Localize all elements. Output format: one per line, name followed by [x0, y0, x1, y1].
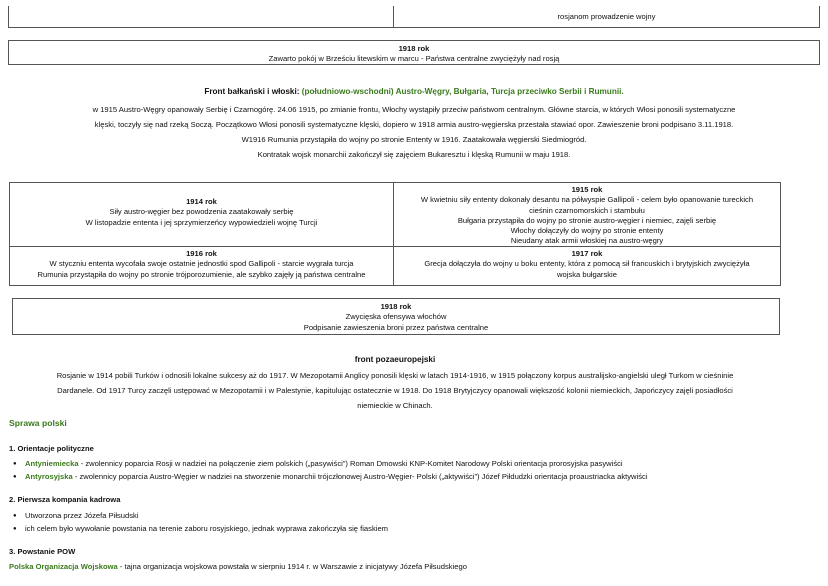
cell-1914-line: Siły austro-węgier bez powodzenia zaatakowały serbię [109, 207, 294, 217]
pozaeuropejski-line-2: Dardanele. Od 1917 Turcy zaczęli ustępować w Mezopotamii i w Palestynie, kapitulując ostatecznie w 1918. Do 1918 Brytyjczycy opanowali większość kolonii niemieckich, Japończycy zajęli posiadłości [57, 386, 733, 396]
cell-1914-year: 1914 rok [186, 197, 217, 206]
cell-1915-line: cieśnin czarnomorskich i stambułu [529, 205, 645, 215]
balkan-line-4: Kontratak wojsk monarchii zakończył się zajęciem Bukaresztu i klęską Rumunii w maju 1918. [257, 150, 571, 160]
years-grid [9, 182, 781, 286]
s1-item-1-term: Antyniemiecka [25, 458, 79, 468]
s2-list [9, 511, 819, 535]
s2-heading: 2. Pierwsza kompania kadrowa [9, 495, 121, 505]
s1-item-2-term: Antyrosyjska [25, 472, 73, 482]
balkan-title [0, 86, 828, 97]
list-item [25, 472, 819, 482]
cell-1914 [9, 182, 394, 247]
balkan-line-2: klęski, toczyły się nad rzeką Soczą. Początkowo Włosi ponosili systematyczne klęski, dopiero w 1918 armia austro-węgierska przestała stawiać opor. Zawieszenie broni podpisano 3.11.1918. [94, 120, 734, 130]
cell-1917 [393, 246, 781, 286]
s3-term: Polska Organizacja Wojskowa [9, 562, 118, 572]
pozaeuropejski-line-3: niemieckie w Chinach. [357, 401, 433, 411]
cell-1917-line: wojska bułgarskie [557, 269, 617, 279]
s1-item-1-text: - zwolennicy poparcia Rosji w nadziei na połączenie ziem polskich („pasywiści”) Roman Dmowski KNP-Komitet Narodowy Polski orientacja prorosyjska pasywiści [78, 458, 623, 468]
box-1918-italy [12, 298, 780, 335]
cell-1915-line: W kwietniu siły ententy dokonały desantu na półwyspie Gallipoli - celem było opanowanie tureckich [420, 195, 754, 205]
box-1918-brest-year: 1918 rok [398, 44, 430, 53]
balkan-section [0, 86, 828, 162]
list-item [25, 459, 819, 469]
top-table [8, 6, 820, 28]
list-item: ● Utworzona przez Józefa Piłsudski [25, 511, 819, 521]
balkan-title-highlight: (południowo-wschodni) Austro-Węgry, Bułgaria, Turcja przeciwko Serbii i Rumunii. [301, 87, 624, 96]
balkan-title-main: Front bałkański i włoski: [204, 87, 302, 96]
balkan-line-3: W1916 Rumunia przystąpiła do wojny po stronie Ententy w 1916. Zaatakowała węgierski Siedmiogród. [241, 135, 587, 145]
cell-1915-line: Bułgaria przystąpiła do wojny po stronie austro-węgier i niemiec, zajęli serbię [457, 215, 717, 225]
cell-1916-year: 1916 rok [186, 249, 217, 258]
s3-heading: 3. Powstanie POW [9, 547, 76, 557]
cell-1916-line: Rumunia przystąpiła do wojny po stronie trójporozumienie, ale szybko zajęły ją państwa centralne [37, 269, 366, 279]
top-table-left-cell [8, 6, 394, 28]
cell-1915-year: 1915 rok [571, 185, 603, 194]
cell-1917-line: Grecja dołączyła do wojny u boku ententy, która z pomocą sił francuskich i brytyjskich zwyciężyła [424, 259, 750, 269]
cell-1915-line: Włochy dołączyły do wojny po stronie ententy [510, 226, 664, 235]
top-table-right-text: rosjanom prowadzenie wojny [557, 12, 656, 21]
sprawa-section [9, 418, 819, 573]
s1-item-2-text: - zwolennicy poparcia Austro-Węgier w nadziei na stworzenie monarchii trójczłonowej Austro-Węgier- Polski („aktywiści”) Józef Piłdudzki orientacja proaustriacka aktywiści [72, 472, 648, 482]
cell-1916 [9, 246, 394, 286]
s3-text [9, 562, 819, 572]
cell-1917-year: 1917 rok [571, 249, 603, 258]
s3-desc: - tajna organizacja wojskowa powstała w sierpniu 1914 r. w Warszawie z inicjatywy Józefa Piłsudskiego [117, 562, 467, 572]
balkan-line-1: w 1915 Austro-Węgry opanowały Serbię i Czarnogórę. 24.06 1915, po zmianie frontu, Włochy wystąpiły przeciw państwom centralnym. Główne starcia, w których Włosi ponosili systematyczne [92, 105, 736, 115]
pozaeuropejski-title: front pozaeuropejski [354, 355, 436, 364]
top-table-right-cell [393, 6, 820, 28]
pozaeuropejski-section [0, 354, 790, 413]
cell-1914-line: W listopadzie ententa i jej sprzymierzeńcy wypowiedzieli wojnę Turcji [85, 217, 318, 227]
box-1918-italy-year: 1918 rok [380, 302, 412, 311]
pozaeuropejski-line-1: Rosjanie w 1914 pobili Turków i odnosili lokalne sukcesy aż do 1917. W Mezopotamii Anglicy ponosili klęski w latach 1914-1916, w 1915 połączony korpus australijsko-angielski uległ Turkom w cieśninie [56, 371, 734, 381]
box-1918-brest-text: Zawarto pokój w Brześciu litewskim w marcu - Państwa centralne zwyciężyły nad rosją [268, 54, 560, 64]
cell-1916-line: W styczniu ententa wycofała swoje ostatnie jednostki spod Gallipoli - starcie wygrała turcja [49, 259, 354, 269]
s1-heading: 1. Orientacje polityczne [9, 443, 94, 453]
s1-list [9, 459, 819, 483]
box-1918-italy-line: Podpisanie zawieszenia broni przez państwa centralne [303, 322, 489, 332]
cell-1915-line: Nieudany atak armii włoskiej na austro-węgry [510, 236, 664, 246]
list-item: ● ich celem było wywołanie powstania na terenie zaboru rosyjskiego, jednak wyprawa zakończyła się fiaskiem [25, 524, 819, 534]
box-1918-italy-line: Zwycięska ofensywa włochów [345, 312, 447, 322]
sprawa-title: Sprawa polski [9, 418, 67, 428]
cell-1915 [393, 182, 781, 247]
box-1918-brest [8, 40, 820, 65]
